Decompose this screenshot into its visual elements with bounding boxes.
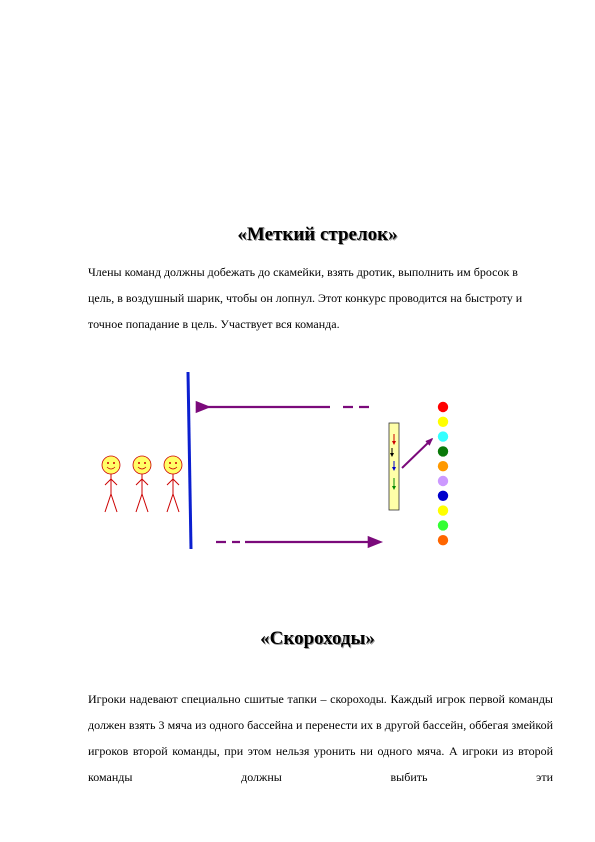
balloon [438, 491, 448, 501]
balloon [438, 520, 448, 530]
balloon [438, 417, 448, 427]
balloon [438, 476, 448, 486]
section-title-speedwalkers: «Скороходы» [260, 628, 375, 649]
balloon [438, 505, 448, 515]
section-title-sharpshooter: «Меткий стрелок» [237, 224, 398, 245]
balloon [438, 446, 448, 456]
balloon [438, 402, 448, 412]
player-figure [102, 456, 120, 512]
section-text-speedwalkers: Игроки надевают специально сшитые тапки – скороходы. Каждый игрок первой команды должен взять 3 мяча из одного бассейна и перенести их в другой бассейн, оббегая змейкой игроков второй команды, при этом нельзя уронить ни одного мяча. А игроки из второй команды должны выбить эти [88, 692, 553, 784]
player-figure [164, 456, 182, 512]
balloon [438, 535, 448, 545]
balloon-column [438, 402, 448, 546]
balloon [438, 431, 448, 441]
bench [389, 423, 399, 510]
section-text-sharpshooter: Члены команд должны добежать до скамейки, взять дротик, выполнить им бросок в цель, в воздушный шарик, чтобы он лопнул. Этот конкурс проводится на быстроту и точное попадание в цель. Участвует вся команда. [88, 265, 523, 331]
throw-arrow [402, 439, 432, 468]
player-figure [133, 456, 151, 512]
player-group [102, 456, 182, 512]
start-line [188, 372, 191, 549]
balloon [438, 461, 448, 471]
